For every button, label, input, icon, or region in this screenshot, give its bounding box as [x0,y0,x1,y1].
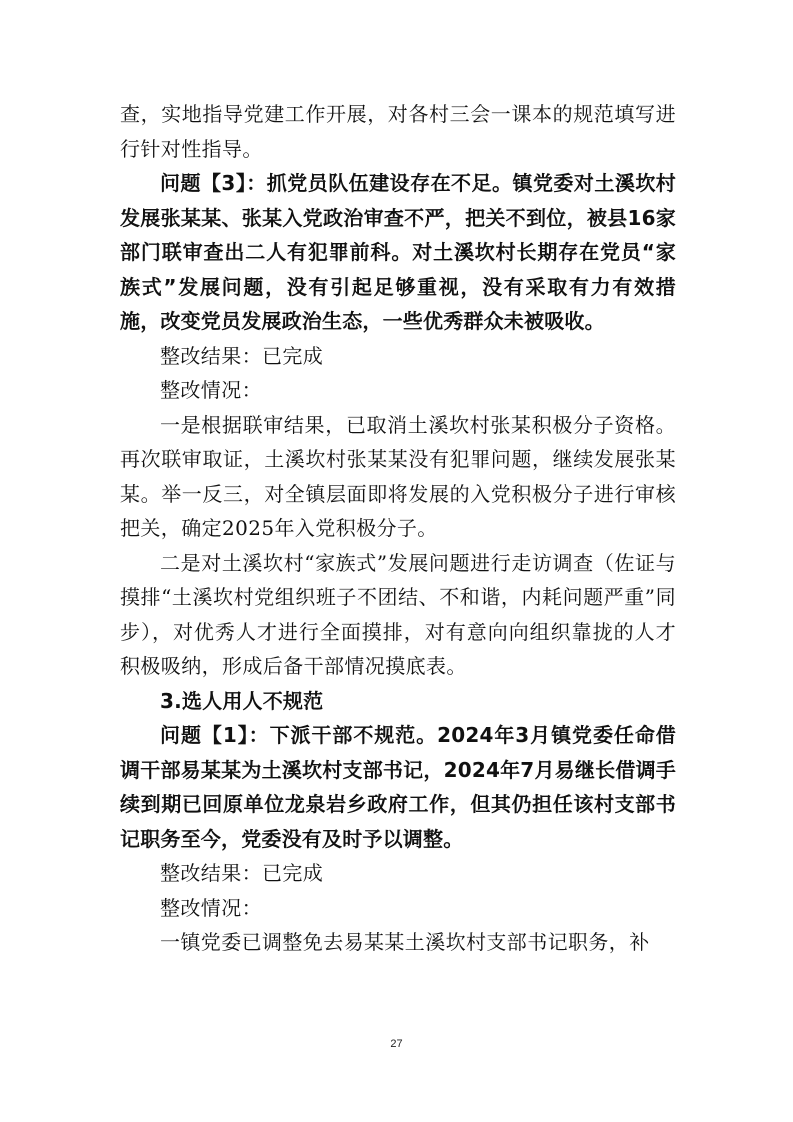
rectification-status-label: 整改情况： [160,378,262,402]
paragraph-final: 一镇党委已调整免去易某某土溪坎村支部书记职务，补 [160,930,650,954]
page-number: 27 [390,1038,403,1050]
section-heading-3: 3.选人用人不规范 [160,688,324,713]
rectification-result-2: 整改结果：已完成 [160,861,324,885]
rectification-status-label-2: 整改情况： [160,895,262,920]
paragraph-1: 查，实地指导党建工作开展，对各村三会一课本的规范填写进行针对性指导。 [120,102,676,161]
rectification-result: 整改结果：已完成 [160,343,324,368]
issue-1-heading: 问题【1】：下派干部不规范。2024年3月镇党委任命借调干部易某某为土溪坎村支部书记，2024年7月易继长借调手续到期已回原单位龙泉岩乡政府工作，但其仍担任该村支部书记职务至今，党委没有及时予以调整。 [120,723,676,851]
paragraph-second-measure: 二是对土溪坎村“家族式”发展问题进行走访调查（佐证与摸排“土溪坎村党组织班子不团结、不和谐，内耗问题严重”同步），对优秀人才进行全面摸排，对有意向向组织靠拢的人才积极吸纳，形成后备干部情况摸底表。 [120,550,676,678]
document-body [120,97,676,960]
paragraph-first-measure: 一是根据联审结果，已取消土溪坎村张某积极分子资格。再次联审取证，土溪坎村张某某没有犯罪问题，继续发展张某某。举一反三，对全镇层面即将发展的入党积极分子进行审核把关，确定2025年入党积极分子。 [120,412,676,540]
issue-3-heading: 问题【3】：抓党员队伍建设存在不足。镇党委对土溪坎村发展张某某、张某入党政治审查不严，把关不到位，被县16家部门联审查出二人有犯罪前科。对土溪坎村长期存在党员“家族式”发展问题，没有引起足够重视，没有采取有力有效措施，改变党员发展政治生态，一些优秀群众未被吸收。 [120,171,676,333]
